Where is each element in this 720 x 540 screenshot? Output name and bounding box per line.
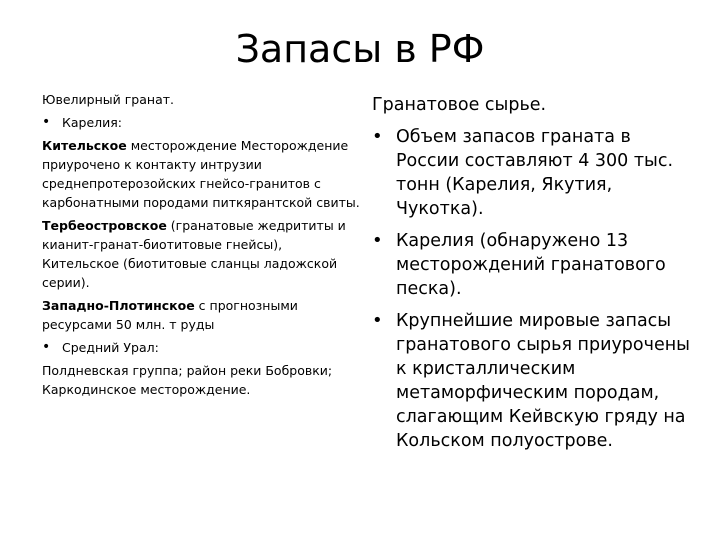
deposit-desc-zapadno-plotinskoe: с прогнозными ресурсами 50 млн. т руды xyxy=(42,298,298,332)
right-column xyxy=(372,93,690,461)
right-bullet: • Крупнейшие мировые запасы гранатового сырья приурочены к кристаллическим метаморфическим породам, слагающим Кейвскую гряду на Кольском полуострове. xyxy=(372,309,690,453)
right-heading: Гранатовое сырье. xyxy=(372,95,547,115)
deposit-desc-kitelskoe: месторождение Месторождение приурочено к контакту интрузии среднепротерозойских гнейсо-гранитов с карбонатными породами питкярантской свиты. xyxy=(42,138,360,210)
deposit-name-kitelskoe: Кительское xyxy=(42,138,127,153)
slide-title: Запасы в РФ xyxy=(235,27,485,71)
deposit-desc-terbeostrovskoe: (гранатовые жедрититы и кианит-гранат-биотитовые гнейсы), Кительское (биотитовые сланцы ладожской серии). xyxy=(42,218,346,290)
deposit-name-terbeostrovskoe: Тербеостровское xyxy=(42,218,167,233)
left-paragraph-kitelskoe xyxy=(42,136,360,212)
left-paragraph-terbeostrovskoe xyxy=(42,216,360,292)
left-column xyxy=(42,90,360,403)
left-bullet-karelia: • Карелия: xyxy=(42,113,360,132)
deposit-name-zapadno-plotinskoe: Западно-Плотинское xyxy=(42,298,195,313)
left-paragraph-poldnevskaya: Полдневская группа; район реки Бобровки; Каркодинское месторождение. xyxy=(42,363,333,397)
left-paragraph-jewelry: Ювелирный гранат. xyxy=(42,92,174,107)
left-paragraph-zapadno-plotinskoe xyxy=(42,296,360,334)
right-bullet: • Карелия (обнаружено 13 месторождений гранатового песка). xyxy=(372,229,690,301)
left-bullet-middle-ural: • Средний Урал: xyxy=(42,338,360,357)
right-bullet: • Объем запасов граната в России составляют 4 300 тыс. тонн (Карелия, Якутия, Чукотка). xyxy=(372,125,690,221)
